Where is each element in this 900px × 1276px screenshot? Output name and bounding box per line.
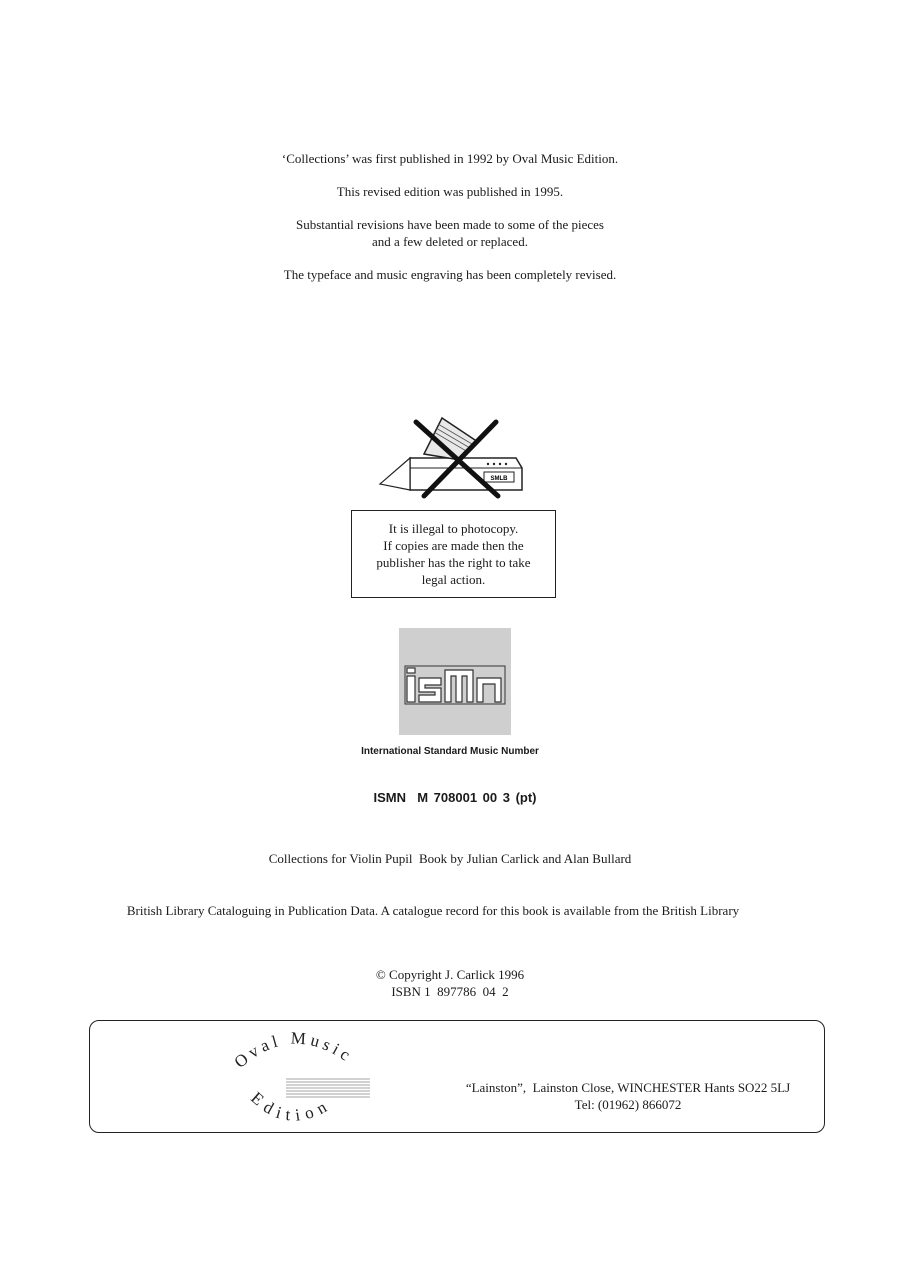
warning-line-4: legal action. <box>421 572 486 587</box>
isbn-line: ISBN 1 897786 04 2 <box>391 984 509 999</box>
address-line: “Lainston”, Lainston Close, WINCHESTER Hants SO22 5LJ <box>465 1080 791 1095</box>
typeface-note: The typeface and music engraving has been completely revised. <box>283 267 617 282</box>
revisions-note-line-2: and a few deleted or replaced. <box>372 234 528 249</box>
telephone-line: Tel: (01962) 866072 <box>574 1097 682 1112</box>
ismn-logo-mark <box>399 628 511 735</box>
warning-line-1: It is illegal to photocopy. <box>388 521 519 536</box>
logo-bottom-text: Edition <box>247 1088 336 1125</box>
photocopy-warning-box <box>351 510 556 598</box>
copyright-block <box>0 966 900 1000</box>
svg-text:Oval Music <box>231 1029 357 1072</box>
ismn-logo <box>399 628 511 735</box>
ismn-caption: International Standard Music Number <box>361 746 539 757</box>
cip-statement: British Library Cataloguing in Publication Data. A catalogue record for this book is available from the British Library <box>126 903 740 918</box>
copyright-line: © Copyright J. Carlick 1996 <box>375 967 525 982</box>
book-title: Collections for Violin Pupil Book by Julian Carlick and Alan Bullard <box>268 851 632 866</box>
warning-line-2: If copies are made then the <box>383 538 524 553</box>
no-photocopy-icon <box>376 414 528 500</box>
publisher-address <box>428 1079 828 1113</box>
first-published-note: ‘Collections’ was first published in 1992 by Oval Music Edition. <box>281 151 619 166</box>
ismn-number: ISMN M 708001 00 3 (pt) <box>373 790 537 805</box>
warning-line-3: publisher has the right to take <box>376 555 531 570</box>
publication-notes <box>0 150 900 299</box>
publisher-box <box>89 1020 825 1133</box>
oval-music-edition-logo <box>230 1029 370 1125</box>
revised-edition-note: This revised edition was published in 1995. <box>336 184 564 199</box>
revisions-note <box>0 216 900 250</box>
revisions-note-line-1: Substantial revisions have been made to some of the pieces <box>296 217 604 232</box>
svg-text:SMLB: SMLB <box>490 476 508 482</box>
logo-top-text: Oval Music <box>230 1029 357 1072</box>
